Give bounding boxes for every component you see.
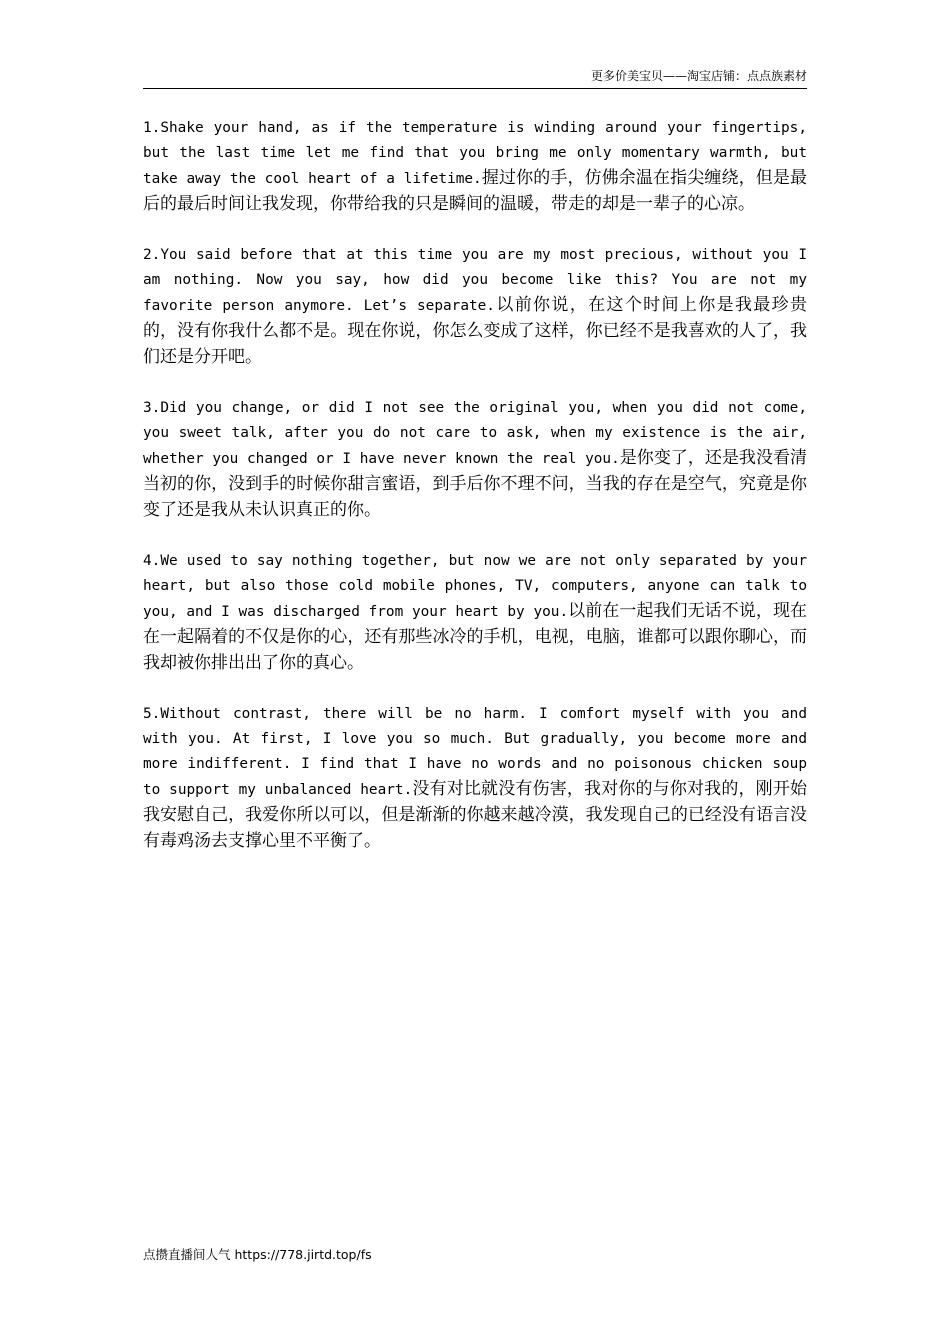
paragraph-2-chinese: 以前你说，在这个时间上你是我最珍贵的，没有你我什么都不是。现在你说，你怎么变成了这样，你已经不是我喜欢的人了，我们还是分开吧。: [143, 295, 808, 367]
paragraph-3-english: 3.Did you change, or did I not see the original you, when you did not come, you sweet talk, after you do not care to ask, when my existence is the air, whether you changed or I have never known the real you.: [143, 400, 807, 467]
paragraph-3-chinese: 是你变了，还是我没看清当初的你，没到手的时候你甜言蜜语，到手后你不理不问，当我的存在是空气，究竟是你变了还是我从未认识真正的你。: [143, 448, 808, 520]
paragraph-4: [143, 549, 807, 677]
paragraph-2-english: 2.You said before that at this time you are my most precious, without you I am nothing. Now you say, how did you become like this? You are not my favorite person anymore. Let’s separate.: [143, 247, 807, 314]
document-body: [143, 116, 807, 880]
paragraph-1-chinese: 握过你的手，仿佛余温在指尖缠绕，但是最后的最后时间让我发现，你带给我的只是瞬间的温暖，带走的却是一辈子的心凉。: [143, 168, 807, 214]
page-footer: [143, 1246, 372, 1264]
paragraph-1: [143, 116, 807, 218]
header-text: 更多价美宝贝——淘宝店铺：点点族素材: [590, 69, 807, 83]
paragraph-5-chinese: 没有对比就没有伤害，我对你的与你对我的，刚开始我安慰自己，我爱你所以可以，但是渐渐的你越来越冷漠，我发现自己的已经没有语言没有毒鸡汤去支撑心里不平衡了。: [143, 779, 807, 851]
paragraph-4-chinese: 以前在一起我们无话不说，现在在一起隔着的不仅是你的心，还有那些冰冷的手机，电视，电脑，谁都可以跟你聊心，而我却被你排出出了你的真心。: [143, 601, 808, 673]
paragraph-5: [143, 702, 807, 855]
paragraph-5-english: 5.Without contrast, there will be no harm. I comfort myself with you and with you. At first, I love you so much. But gradually, you become more and more indifferent. I find that I have no words and no poisonous chicken soup to support my unbalanced heart.: [143, 706, 807, 798]
paragraph-2: [143, 243, 807, 371]
paragraph-4-english: 4.We used to say nothing together, but now we are not only separated by your heart, but also those cold mobile phones, TV, computers, anyone can talk to you, and I was discharged from your heart by you.: [143, 553, 807, 620]
page-header: [143, 66, 807, 89]
footer-link[interactable]: 点攒直播间人气 https://778.jirtd.top/fs: [143, 1247, 372, 1262]
paragraph-1-english: 1.Shake your hand, as if the temperature is winding around your fingertips, but the last time let me find that you bring me only momentary warmth, but take away the cool heart of a lifetime.: [143, 120, 807, 187]
paragraph-3: [143, 396, 807, 524]
